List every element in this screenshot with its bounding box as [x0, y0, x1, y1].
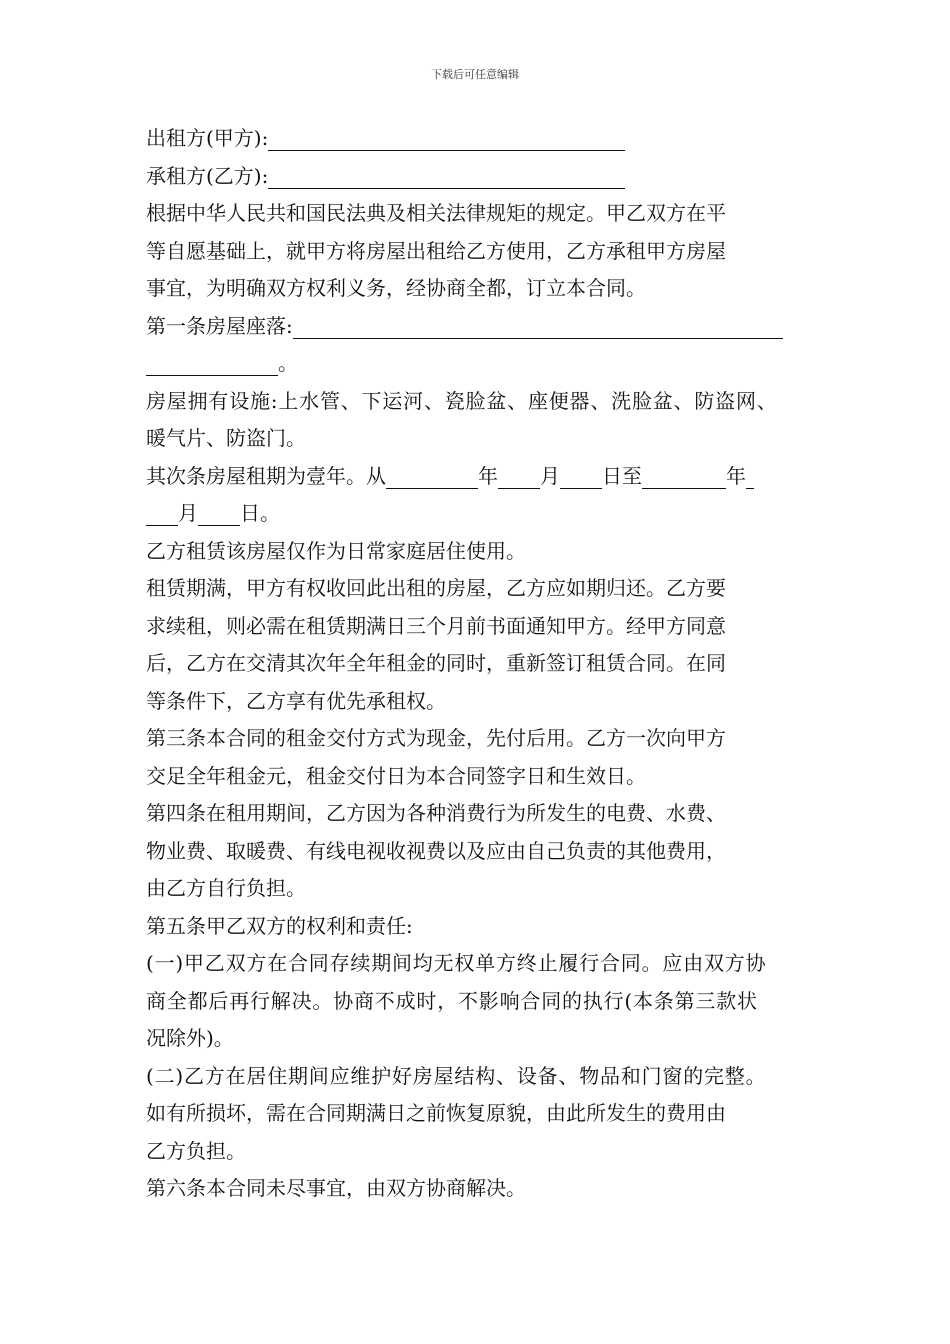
end-day-blank [198, 503, 240, 526]
day-label: 日。 [240, 501, 280, 525]
location-blank [293, 316, 783, 339]
month-label: 月 [540, 463, 560, 488]
paragraph-line: 第四条在租用期间，乙方因为各种消费行为所发生的电费、水费、 [146, 801, 726, 825]
location-continuation [146, 345, 826, 383]
paragraph-line: (二)乙方在居住期间应维护好房屋结构、设备、物品和门窗的完整。 [146, 1063, 767, 1088]
year-label: 年 [726, 463, 746, 488]
paragraph-line: 等条件下，乙方享有优先承租权。 [146, 688, 446, 713]
page-header-note: 下载后可任意编辑 [431, 68, 519, 81]
paragraph-line: 物业费、取暖费、有线电视收视费以及应由自己负责的其他费用， [146, 838, 726, 863]
paragraph-line: 暖气片、防盗门。 [146, 426, 306, 450]
contract-body [146, 120, 826, 1208]
end-month-blank-start [746, 466, 754, 489]
lease-term-text: 其次条房屋租期为壹年。从 [146, 463, 386, 488]
day-to-label: 日至 [602, 463, 642, 488]
lease-term-line-2 [146, 495, 826, 533]
paragraph-line: 后，乙方在交清其次年全年租金的同时，重新签订租赁合同。在同 [146, 651, 726, 675]
paragraph-line: 第五条甲乙双方的权利和责任: [146, 913, 413, 938]
year-label: 年 [478, 463, 498, 488]
end-year-blank [642, 466, 726, 489]
paragraph-line: 商全都后再行解决。协商不成时，不影响合同的执行(本条第三款状 [146, 988, 758, 1013]
location-blank-2 [146, 353, 278, 376]
paragraph-line: (一)甲乙双方在合同存续期间均无权单方终止履行合同。应由双方协 [146, 951, 767, 975]
end-month-blank [146, 503, 178, 526]
lessor-label: 出租方(甲方): [146, 126, 269, 150]
paragraph-line: 根据中华人民共和国民法典及相关法律规矩的规定。甲乙双方在平 [146, 201, 726, 225]
lessee-blank [268, 166, 625, 189]
location-period: 。 [278, 351, 298, 375]
paragraph-line: 第三条本合同的租金交付方式为现金，先付后用。乙方一次向甲方 [146, 726, 726, 750]
lease-term-line [146, 458, 826, 496]
paragraph-line: 等自愿基础上，就甲方将房屋出租给乙方使用，乙方承租甲方房屋 [146, 238, 726, 263]
paragraph-line: 事宜，为明确双方权利义务，经协商全都，订立本合同。 [146, 276, 646, 300]
lessee-label: 承租方(乙方): [146, 163, 269, 188]
paragraph-line: 况除外)。 [146, 1026, 234, 1050]
paragraph-line: 求续租，则必需在租赁期满日三个月前书面通知甲方。经甲方同意 [146, 613, 726, 638]
paragraph-line: 乙方负担。 [146, 1138, 246, 1163]
paragraph-line: 第六条本合同未尽事宜，由双方协商解决。 [146, 1176, 526, 1200]
start-year-blank [386, 466, 478, 489]
month-label: 月 [178, 501, 198, 525]
paragraph-line: 交足全年租金元，租金交付日为本合同签字日和生效日。 [146, 763, 646, 788]
paragraph-line: 房屋拥有设施:上水管、下运河、瓷脸盆、座便器、洗脸盆、防盗网、 [146, 388, 778, 413]
paragraph-line: 由乙方自行负担。 [146, 876, 306, 900]
article-1-line [146, 308, 826, 346]
paragraph-line: 如有所损坏，需在合同期满日之前恢复原貌，由此所发生的费用由 [146, 1101, 726, 1125]
start-month-blank [498, 466, 540, 489]
paragraph-line: 乙方租赁该房屋仅作为日常家庭居住使用。 [146, 538, 526, 563]
paragraph-line: 租赁期满，甲方有权收回此出租的房屋，乙方应如期归还。乙方要 [146, 576, 726, 600]
start-day-blank [560, 466, 602, 489]
lessor-line [146, 120, 826, 158]
lessee-line [146, 158, 826, 196]
lessor-blank [268, 128, 625, 151]
article-1-label: 第一条房屋座落: [146, 313, 293, 338]
